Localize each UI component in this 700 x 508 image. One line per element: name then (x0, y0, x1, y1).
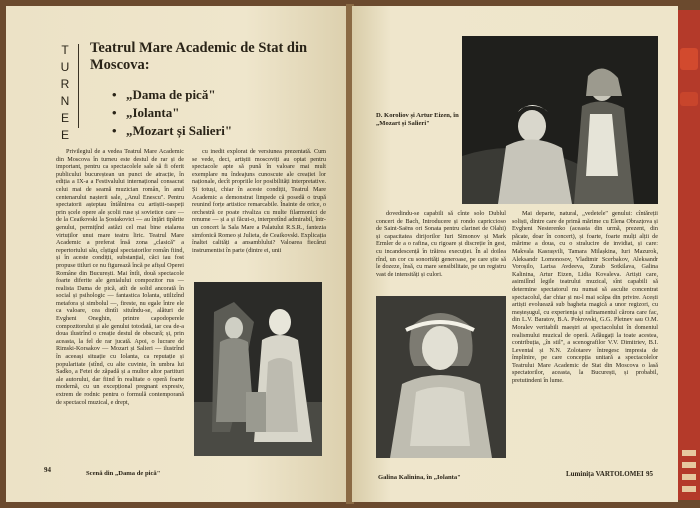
header-divider (78, 44, 79, 128)
page-tab (680, 48, 698, 70)
production-item: • „Iolanta" (112, 104, 332, 122)
article-column-4: Mai departe, natural, „vedetele" genului: cîntăreții soliști, dintre care de primă mărime cu Elena Obrazțova și Evgheni Nesterenko (aceasta din urmă, prezent, din păcate, doar în concert), și foarte, foarte mulți alții de mărime a doua, cu o stralucire de invidiat, și care: Makvala Kasrașvili, Tamara Milașkina, Iuri Mazurok, Aleksandr Lomonosov, Vladimir Scerbakov, Aleksandr Voroșilo, Larisa Avdeeva, Zurab Sotkilava, Galina Kalinina, Artur Eizen, Lidia Kovaleva. Artiști care, asimilînd legile teatrului muzical, sînt capabili să determine spectatorul nu numai să asculte concentrat spectacolul, dar chiar și nu-l mai scăpa din privire. Acești artiști evoluează sub bagheta magică a unor regizori, cu meșteșugul, cu experiența și rafinamentul cărora care fac, din L.V. Baratov, B.A. Pokrovski, G.G. Pletnev sau O.M. Moralev veritabili maeștri ai spectacolului în domeniul realismului muzical de operă. Adăugați la toate acestea, contribuția, „în stil", a scenografilor V.V. Dimitriev, B.I. Levental și N.N. Zolotarev întregesc impresia de împlinire, pe care concepția unitară a spectacolelor Teatrului Mare Academic de Stat din Moscova o lasă spectatorilor, aceasta, la București, și probabil, pretutindeni în lume. (512, 210, 658, 385)
page-tab (680, 92, 698, 106)
photo-caption: Scenă din „Dama de pică" (86, 470, 161, 477)
photo-caption: D. Koroliov și Artur Eizen, în „Mozart și Salieri" (376, 112, 459, 127)
page-number: 95 (646, 470, 653, 478)
article-column-2: cu inedit explorat de versiunea prezentată. Cum se vede, deci, artiștii moscoviți au optat pentru spectacole apte să pună în valoare mai mult exemplare nu îndeajuns cunoscute ale creației lor naționale, decît propriile lor posibilități interpretative. Și totuși, chiar în aceste condiții, Teatrul Mare Academic a demonstrat limpede că posedă o trupă reunind forțe artistice remarcabile. Înainte de orice, o orchestră ce poate rivaliza cu multe filarmonici de renume — și a și făcut-o, interpretînd admirabil, într-un concert la Sala Mare a Palatului R.S.R., fantezia simfonică Romeo și Julieta, de Ceaikovski. Explicația înaltei calități a ansamblului? Valoarea fiecărui instrumentist în parte (dintre ei, unii (192, 148, 326, 254)
article-column-1: Privilegiul de a vedea Teatrul Mare Academic din Moscova în turneu este destul de rar și de important, pentru ca spectacolele sale să fi oferit publicului bucureștean un punct de atracție, în ediția a IX-a a Festivalului internațional consacrat celui mai de seamă muzician român, în anul centenarului nașterii sale, „Anul Enescu". Pentru spectatorii așteptau întâlnirea cu artiștii-oaspeți prin șcele opere ale școlii ruse și sovietice care — de la Ceaikovski la Șostakovici — au înțări tipărite genului, permițînd astăzi cel mai bine etalarea virtuților unui mare teatru liric. Teatrul Mare Academic a preferat însă zona „clasică" a repertoriului său, cîștigul spectatorilor român fiind, și în aceste condiții, substanțial, căci iau fost propuse titluri ce nu figurează încă pe afișul Operei Române din București. Mai întîi, două spectacole foarte diferite ale genialului compozitor rus — realista Dama de pică, atît de solid ancorată în social și psihologic — fantastica Iolanta, utilizînd metafora și simbolul —, fireste, nu egale între ele ca valoare, cea dintîi situîndu-se, alături de Evgheni Oneghin, printre capodoperele compozitorului și ale genului totodată, iar cea de-a doua ilustrînd o creație destul de obscură; și, prin aceasta, la fel de rar jucată. Apoi, o lucrare de Rimski-Korsakov — Mozart și Salieri — ilustrînd în aceeași situație cu Iolanta, ca reputație și popularitate (stînd, cu alte cuvinte, în umbra lui Sadko, a Fetei de zăpadă și a multor altor partituri ale autorului, dar fiind în realitate o operă foarte modernă, cu un excepțional pregnant expresiv, extrem de rodnic pentru o formulă contemporană de spectacol muzical, e drept, (56, 148, 184, 406)
photo-iolanta (376, 296, 506, 458)
photo-mozart-si-salieri (462, 36, 658, 204)
production-list (112, 86, 332, 140)
photo-dama-de-pica (194, 282, 322, 456)
article-column-3: dovedindu-se capabili să cînte solo Dublul concert de Bach, Introducere și rondo capriccioso de Saint-Saëns ori Sonata pentru clarinet de Olahi) și capacitatea dirijorilor Iuri Simonov și Mark Ermler de a o rafina, cu rigoare și discreție în gest, cu incandescență în trăirea execuției. În al doilea rînd, un cor cu sonorități generoase, pe care știe să le dozeze, însă, cu mare sensibilitate, pe un registru vast de intensități și culori. (376, 210, 506, 278)
book-edge (678, 10, 700, 500)
photo-caption: Galina Kalinina, în „Iolanta" (378, 474, 461, 481)
section-label: T U R N E E (60, 43, 70, 142)
article-title: Teatrul Mare Academic de Stat din Moscova: (90, 40, 308, 73)
production-item: • „Mozart și Salieri" (112, 122, 332, 140)
production-item: • „Dama de pică" (112, 86, 332, 104)
page-number: 94 (44, 466, 51, 474)
author-signature: Luminița VARTOLOMEI (566, 470, 644, 478)
